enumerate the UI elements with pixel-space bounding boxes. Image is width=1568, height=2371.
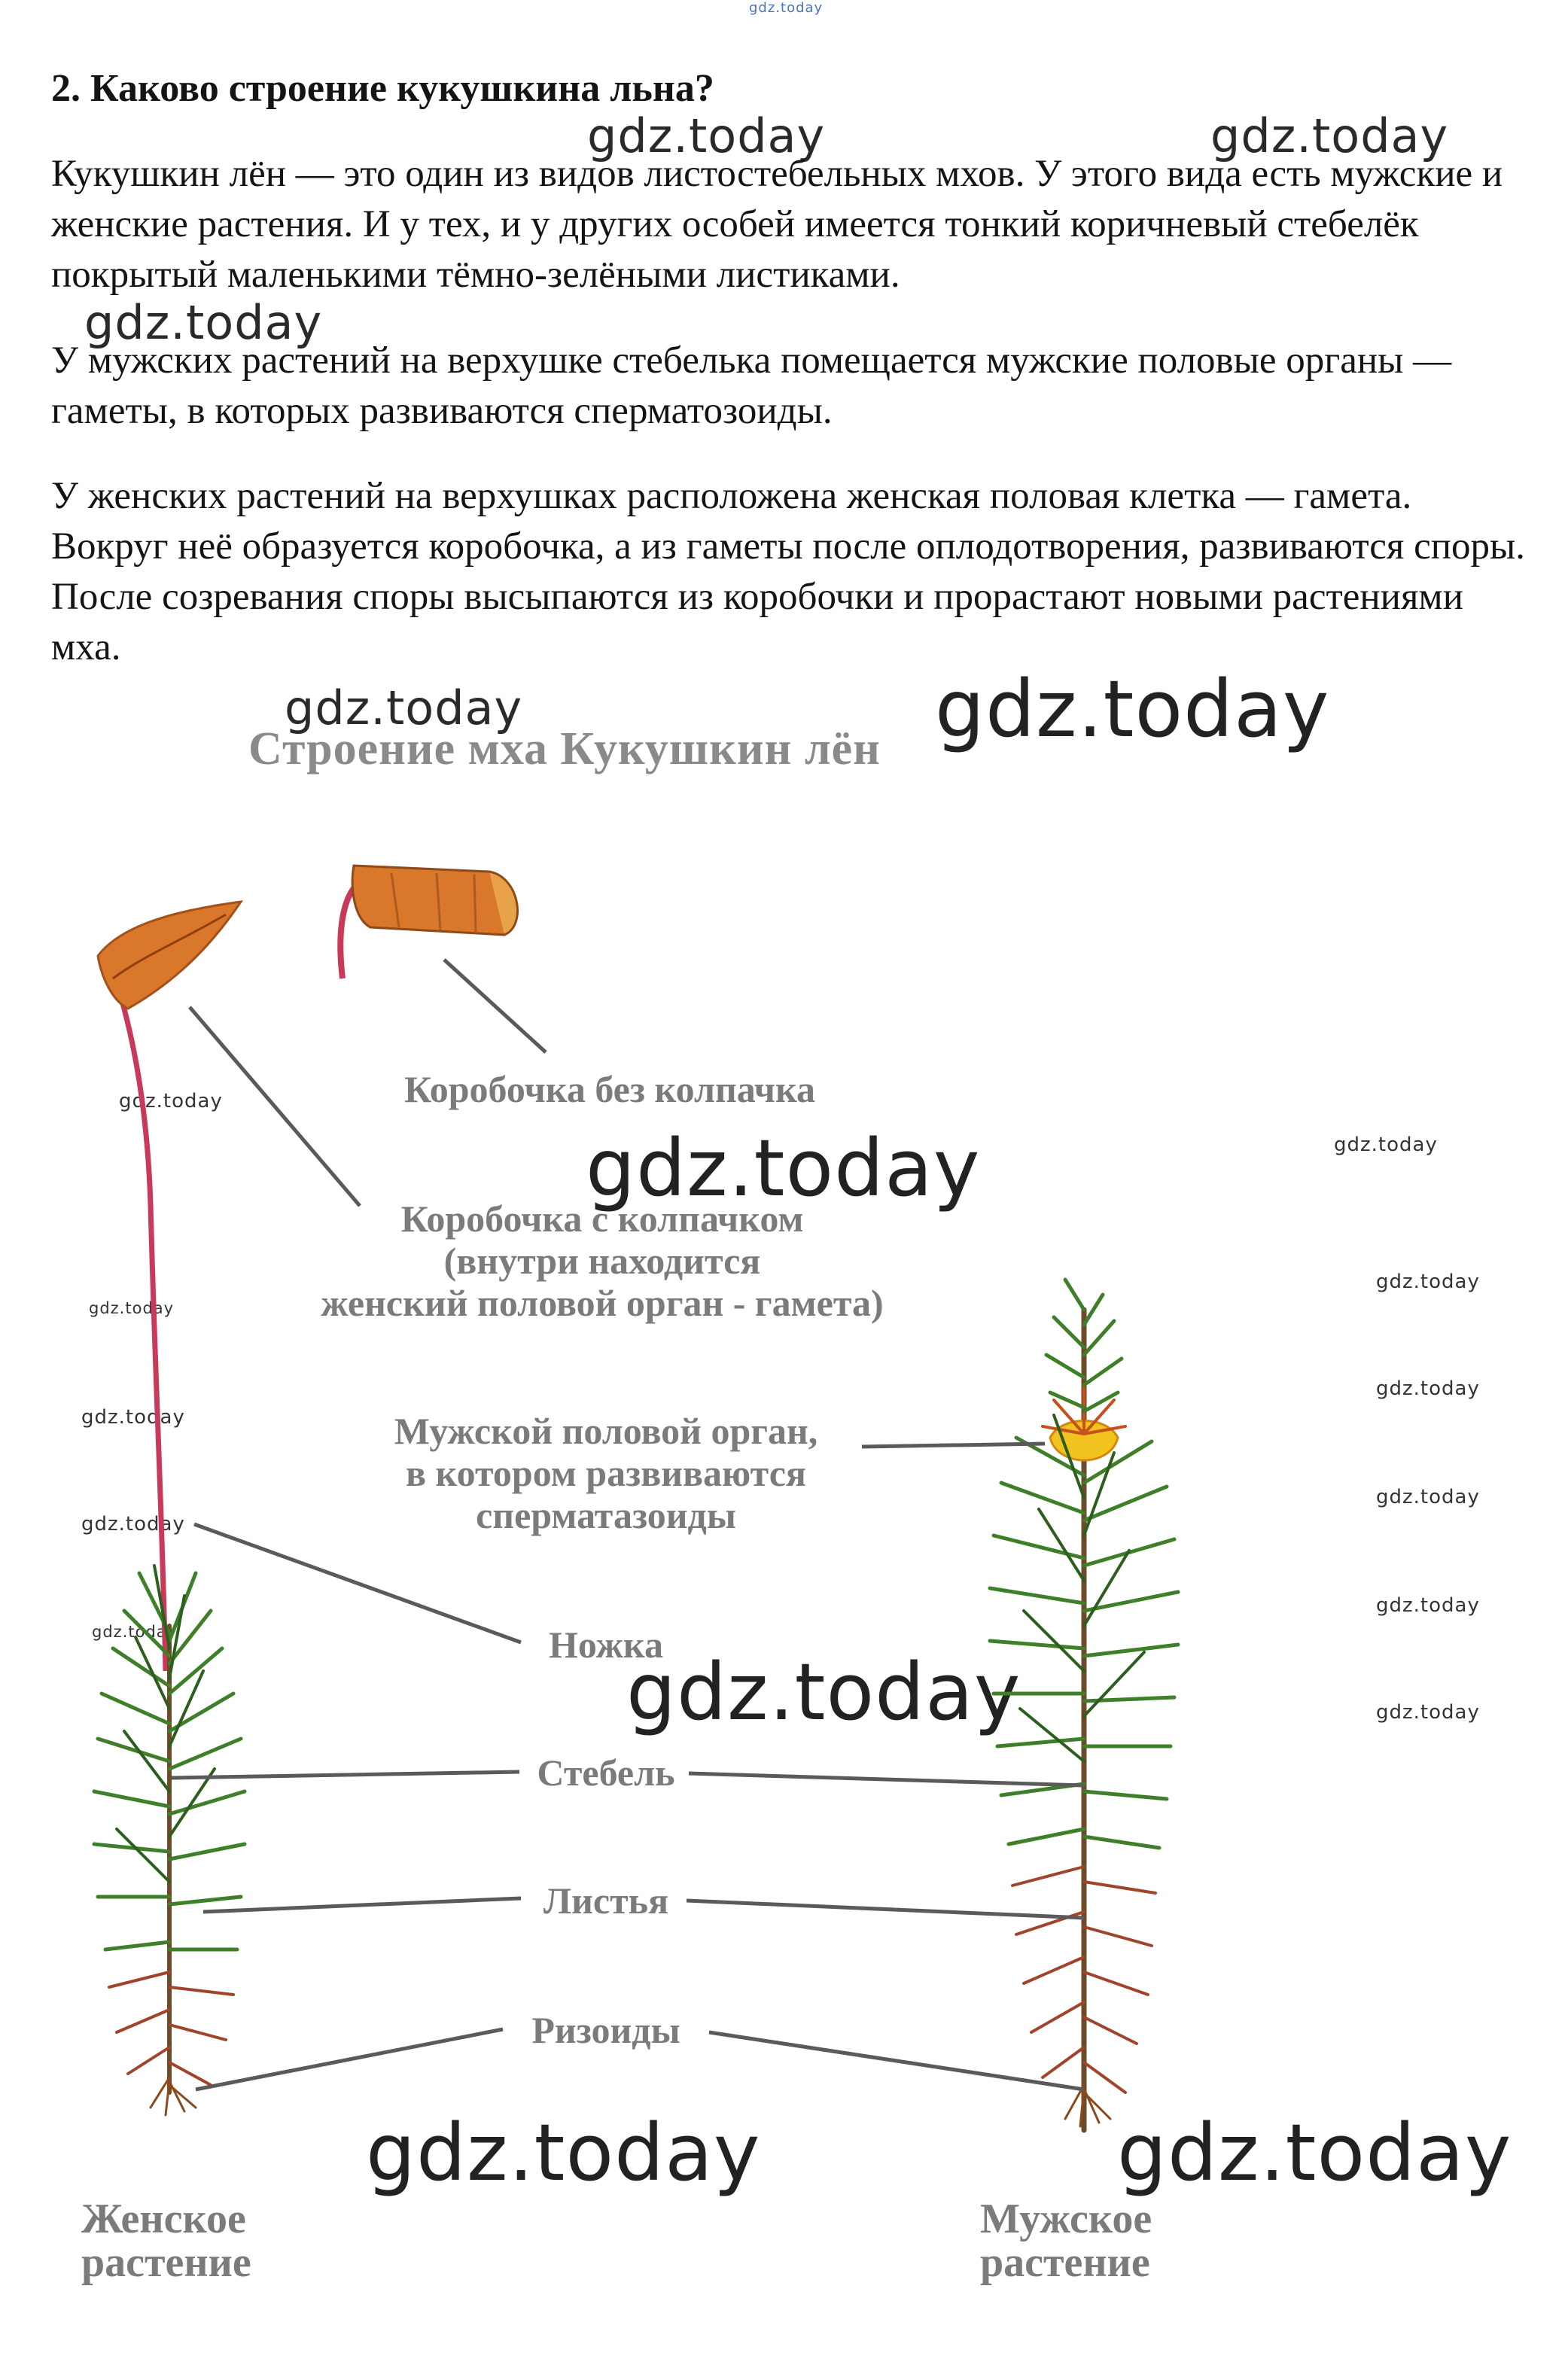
watermark: gdz.today bbox=[81, 1406, 185, 1429]
watermark: gdz.today bbox=[119, 1090, 223, 1112]
watermark: gdz.today bbox=[1376, 1594, 1480, 1617]
watermark: gdz.today bbox=[81, 1513, 185, 1536]
watermark: gdz.today bbox=[84, 295, 323, 350]
male-plant-illustration bbox=[990, 1280, 1178, 2130]
paragraph-3: У женских растений на верхушках расположена женская половая клетка — гамета. Вокруг неё образуется коробочка, а из гаметы после оплодотворения, развиваются споры. После созревания споры высыпаются из коробочки и прорастают новыми растениями мха. bbox=[51, 475, 1526, 668]
label-leaves: Листья bbox=[543, 1879, 669, 1922]
caption-male-line1: Мужское bbox=[980, 2196, 1152, 2242]
label-capsule-no-cap: Коробочка без колпачка bbox=[403, 1068, 816, 1110]
label-male-organ-line1: Мужской половой орган, bbox=[394, 1410, 818, 1452]
label-capsule-with-cap-line1: Коробочка с колпачком bbox=[400, 1198, 804, 1240]
watermark: gdz.today bbox=[1376, 1701, 1480, 1724]
label-male-organ-line3: сперматазоиды bbox=[476, 1494, 736, 1536]
female-plant-illustration bbox=[94, 902, 245, 2115]
label-capsule-with-cap-line3: женский половой орган - гамета) bbox=[321, 1282, 884, 1324]
label-male-organ-line2: в котором развиваются bbox=[406, 1452, 806, 1494]
question-heading: 2. Каково строение кукушкина льна? bbox=[51, 67, 714, 110]
caption-male-line2: растение bbox=[980, 2239, 1150, 2286]
caption-female-line1: Женское bbox=[81, 2196, 246, 2242]
watermark-top: gdz.today bbox=[749, 0, 824, 16]
watermark: gdz.today bbox=[366, 2107, 761, 2199]
watermark: gdz.today bbox=[1210, 108, 1449, 163]
watermark: gdz.today bbox=[285, 680, 523, 735]
paragraph-2: У мужских растений на верхушке стебелька помещается мужские половые органы — гаметы, в которых развиваются сперматозоиды. bbox=[51, 339, 1452, 432]
watermark: gdz.today bbox=[92, 1623, 178, 1641]
watermark: gdz.today bbox=[935, 663, 1330, 755]
diagram-title: Строение мха Кукушкин лён bbox=[248, 723, 881, 775]
watermark: gdz.today bbox=[586, 1122, 981, 1214]
watermark: gdz.today bbox=[1117, 2107, 1512, 2199]
watermark: gdz.today bbox=[587, 108, 826, 163]
watermark: gdz.today bbox=[1376, 1271, 1480, 1293]
label-stem: Стебель bbox=[537, 1752, 675, 1794]
watermark: gdz.today bbox=[626, 1646, 1021, 1738]
watermark: gdz.today bbox=[89, 1299, 175, 1317]
caption-female-line2: растение bbox=[81, 2239, 251, 2286]
watermark: gdz.today bbox=[1334, 1134, 1438, 1156]
capsule-without-cap-illustration bbox=[340, 866, 517, 979]
watermark: gdz.today bbox=[1376, 1486, 1480, 1508]
watermark: gdz.today bbox=[1376, 1377, 1480, 1400]
label-capsule-with-cap-line2: (внутри находится bbox=[443, 1240, 761, 1282]
paragraph-1: Кукушкин лён — это один из видов листостебельных мхов. У этого вида есть мужские и женские растения. И у тех, и у других особей имеется тонкий коричневый стебелёк покрытый маленькими тёмно-зелёными листиками. bbox=[51, 153, 1503, 296]
female-stalk bbox=[113, 971, 166, 1671]
label-rhizoids: Ризоиды bbox=[531, 2009, 680, 2051]
label-stalk: Ножка bbox=[549, 1624, 663, 1666]
